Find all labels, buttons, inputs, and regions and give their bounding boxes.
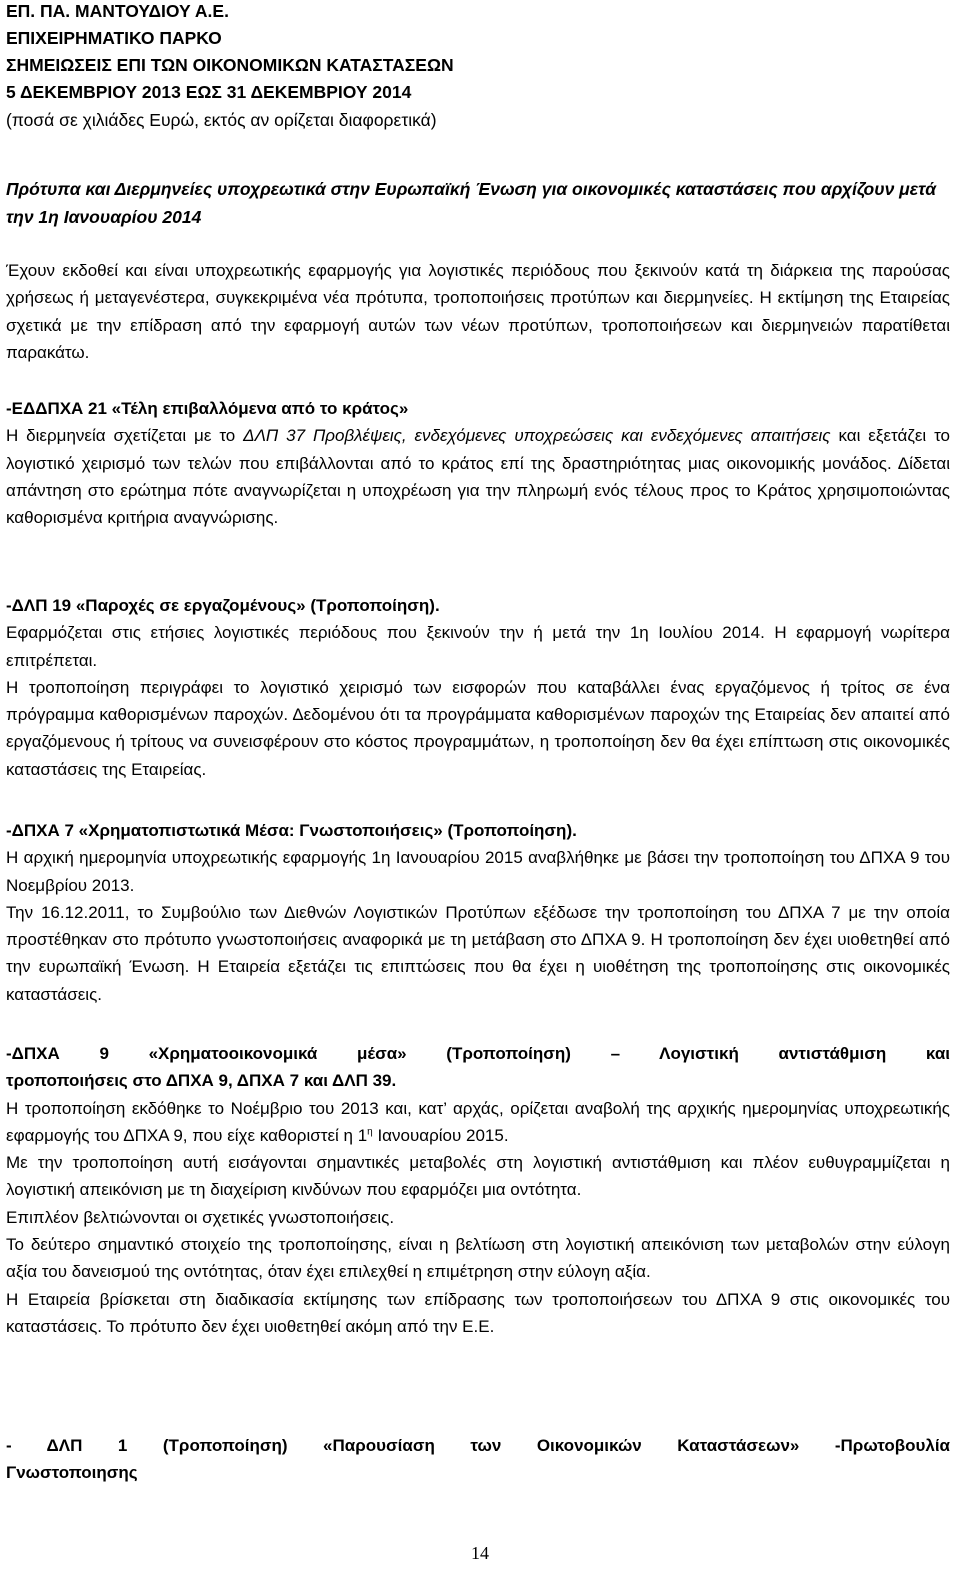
ifric21-text (6, 422, 950, 531)
ifric21-heading: -ΕΔΔΠΧΑ 21 «Τέλη επιβαλλόμενα από το κράτος» (6, 399, 409, 418)
amounts-note: (ποσά σε χιλιάδες Ευρώ, εκτός αν ορίζεται διαφορετικά) (6, 110, 437, 130)
ifrs7-paragraph-2: Την 16.12.2011, το Συμβούλιο των Διεθνών Λογιστικών Προτύπων εξέδωσε την τροποποίηση του ΔΠΧΑ 7 με την οποία προστέθηκαν στο πρότυπο γνωστοποιήσεις αναφορικά με τη μετάβαση στο ΔΠΧΑ 9. Η τροποποίηση δεν έχει υιοθετηθεί από την ευρωπαϊκή Ένωση. Η Εταιρεία εξετάζει τις επιπτώσεις που θα έχει η υιοθέτηση της τροποποίησης στις οικονομικές καταστάσεις. (6, 902, 950, 1004)
ifrs9-paragraph-1-a: Η τροποποίηση εκδόθηκε το Νοέμβριο του 2013 και, κατ’ αρχάς, ορίζεται αναβολή της αρχικής ημερομηνίας υποχρεωτικής εφαρμογής του ΔΠΧΑ 9, που είχε καθοριστεί η 1 (6, 1098, 950, 1145)
ifrs9-paragraph-1 (6, 1095, 950, 1150)
ifric21-section (6, 395, 950, 531)
ifric21-text-b: και εξετάζει το λογιστικό χειρισμό των τελών που επιβάλλονται από το κράτος επί της δραστηριότητας μιας οικονομικής μονάδος. Δίδεται απάντηση στο ερώτημα πότε αναγνωρίζεται η υποχρέωση για την πληρωμή ενός τέλους προς το Κράτος χρησιμοποιώντας καθορισμένα κριτήρια αναγνώρισης. (6, 426, 951, 528)
ias1-heading-line-1: - ΔΛΠ 1 (Τροποποίηση) «Παρουσίαση των Οικονομικών Καταστάσεων» -Πρωτοβουλία (6, 1436, 950, 1455)
ias19-heading: -ΔΛΠ 19 «Παροχές σε εργαζομένους» (Τροποποίηση). (6, 596, 440, 615)
ifrs9-paragraph-5: Η Εταιρεία βρίσκεται στη διαδικασία εκτίμησης των επίδρασης των τροποποιήσεων του ΔΠΧΑ 9 στις οικονομικές του καταστάσεις. Το πρότυπο δεν έχει υιοθετηθεί ακόμη από την Ε.Ε. (6, 1289, 950, 1336)
ifrs7-heading: -ΔΠΧΑ 7 «Χρηματοπιστωτικά Μέσα: Γνωστοποιήσεις» (Τροποποίηση). (6, 821, 577, 840)
ifrs9-heading-line-1: -ΔΠΧΑ 9 «Χρηματοοικονομικά μέσα» (Τροποποίηση) – Λογιστική αντιστάθμιση και (6, 1044, 950, 1063)
ifrs7-paragraph-1: Η αρχική ημερομηνία υποχρεωτικής εφαρμογής 1η Ιανουαρίου 2015 αναβλήθηκε με βάσει την τροποποίηση του ΔΠΧΑ 9 του Νοεμβρίου 2013. (6, 848, 950, 895)
ifrs7-section (6, 817, 950, 1008)
ias19-paragraph-2: Η τροποποίηση περιγράφει το λογιστικό χειρισμό των εισφορών που καταβάλλει ένας εργαζόμενος ή τρίτος σε ένα πρόγραμμα καθορισμένων παροχών. Δεδομένου ότι τα προγράμματα καθορισμένων παροχών της Εταιρείας δεν απαιτεί από εργαζόμενους ή τρίτους να συνεισφέρουν στο κόστος προγραμμάτων, η τροποποίηση δεν θα έχει επίπτωση στις οικονομικές καταστάσεις της Εταιρείας. (6, 677, 950, 779)
ifrs9-paragraph-1-b: Ιανουαρίου 2015. (372, 1125, 509, 1145)
section-title: Πρότυπα και Διερμηνείες υποχρεωτικά στην Ευρωπαϊκή Ένωση για οικονομικές καταστάσεις που αρχίζουν μετά την 1η Ιανουαρίου 2014 (6, 179, 937, 227)
notes-title: ΣΗΜΕΙΩΣΕΙΣ ΕΠΙ ΤΩΝ ΟΙΚΟΝΟΜΙΚΩΝ ΚΑΤΑΣΤΑΣΕΩΝ (6, 55, 454, 75)
page-number: 14 (471, 1543, 489, 1563)
ifrs9-section (6, 1040, 950, 1340)
ifrs9-paragraph-3: Επιπλέον βελτιώνονται οι σχετικές γνωστοποιήσεις. (6, 1207, 395, 1227)
ias1-section (6, 1432, 950, 1487)
business-park-title: ΕΠΙΧΕΙΡΗΜΑΤΙΚΟ ΠΑΡΚΟ (6, 28, 222, 48)
ifrs9-paragraph-4: Το δεύτερο σημαντικό στοιχείο της τροποποίησης, είναι η βελτίωση στη λογιστική απεικόνιση των μεταβολών στην εύλογη αξία του δανεισμού της οντότητας, όταν έχει επιλεχθεί η επιμέτρηση στην εύλογη αξία. (6, 1235, 950, 1282)
ifrs9-heading-line-2: τροποποιήσεις στο ΔΠΧΑ 9, ΔΠΧΑ 7 και ΔΛΠ 39. (6, 1071, 397, 1091)
ifrs9-paragraph-1-sup: η (367, 1126, 373, 1138)
ias19-section (6, 592, 950, 783)
ias19-paragraph-1: Εφαρμόζεται στις ετήσιες λογιστικές περιόδους που ξεκινούν την ή μετά την 1η Ιουλίου 2014. Η εφαρμογή νωρίτερα επιτρέπεται. (6, 623, 950, 670)
company-name: ΕΠ. ΠΑ. ΜΑΝΤΟΥΔΙΟΥ Α.Ε. (6, 1, 229, 21)
ifric21-text-italic: ΔΛΠ 37 Προβλέψεις, ενδεχόμενες υποχρεώσεις και ενδεχόμενες απαιτήσεις (243, 426, 831, 446)
intro-paragraph: Έχουν εκδοθεί και είναι υποχρεωτικής εφαρμογής για λογιστικές περιόδους που ξεκινούν κατά τη διάρκεια της παρούσας χρήσεως ή μεταγενέστερα, συγκεκριμένα νέα πρότυπα, τροποποιήσεις προτύπων και διερμηνείες. Η εκτίμηση της Εταιρείας σχετικά με την επίδραση από την εφαρμογή αυτών των νέων προτύπων, τροποποιήσεων και διερμηνειών παρατίθεται παρακάτω. (6, 261, 950, 362)
ifric21-text-a: Η διερμηνεία σχετίζεται με το (6, 426, 244, 446)
ifrs9-paragraph-2: Με την τροποποίηση αυτή εισάγονται σημαντικές μεταβολές στη λογιστική αντιστάθμιση και πλέον ευθυγραμμίζεται η λογιστική απεικόνιση με τη διαχείριση κινδύνων που εφαρμόζει μια οντότητα. (6, 1153, 950, 1200)
ias1-heading-line-2: Γνωστοποιησης (6, 1463, 138, 1483)
period-title: 5 ΔΕΚΕΜΒΡΙΟΥ 2013 ΕΩΣ 31 ΔΕΚΕΜΒΡΙΟΥ 2014 (6, 82, 412, 102)
